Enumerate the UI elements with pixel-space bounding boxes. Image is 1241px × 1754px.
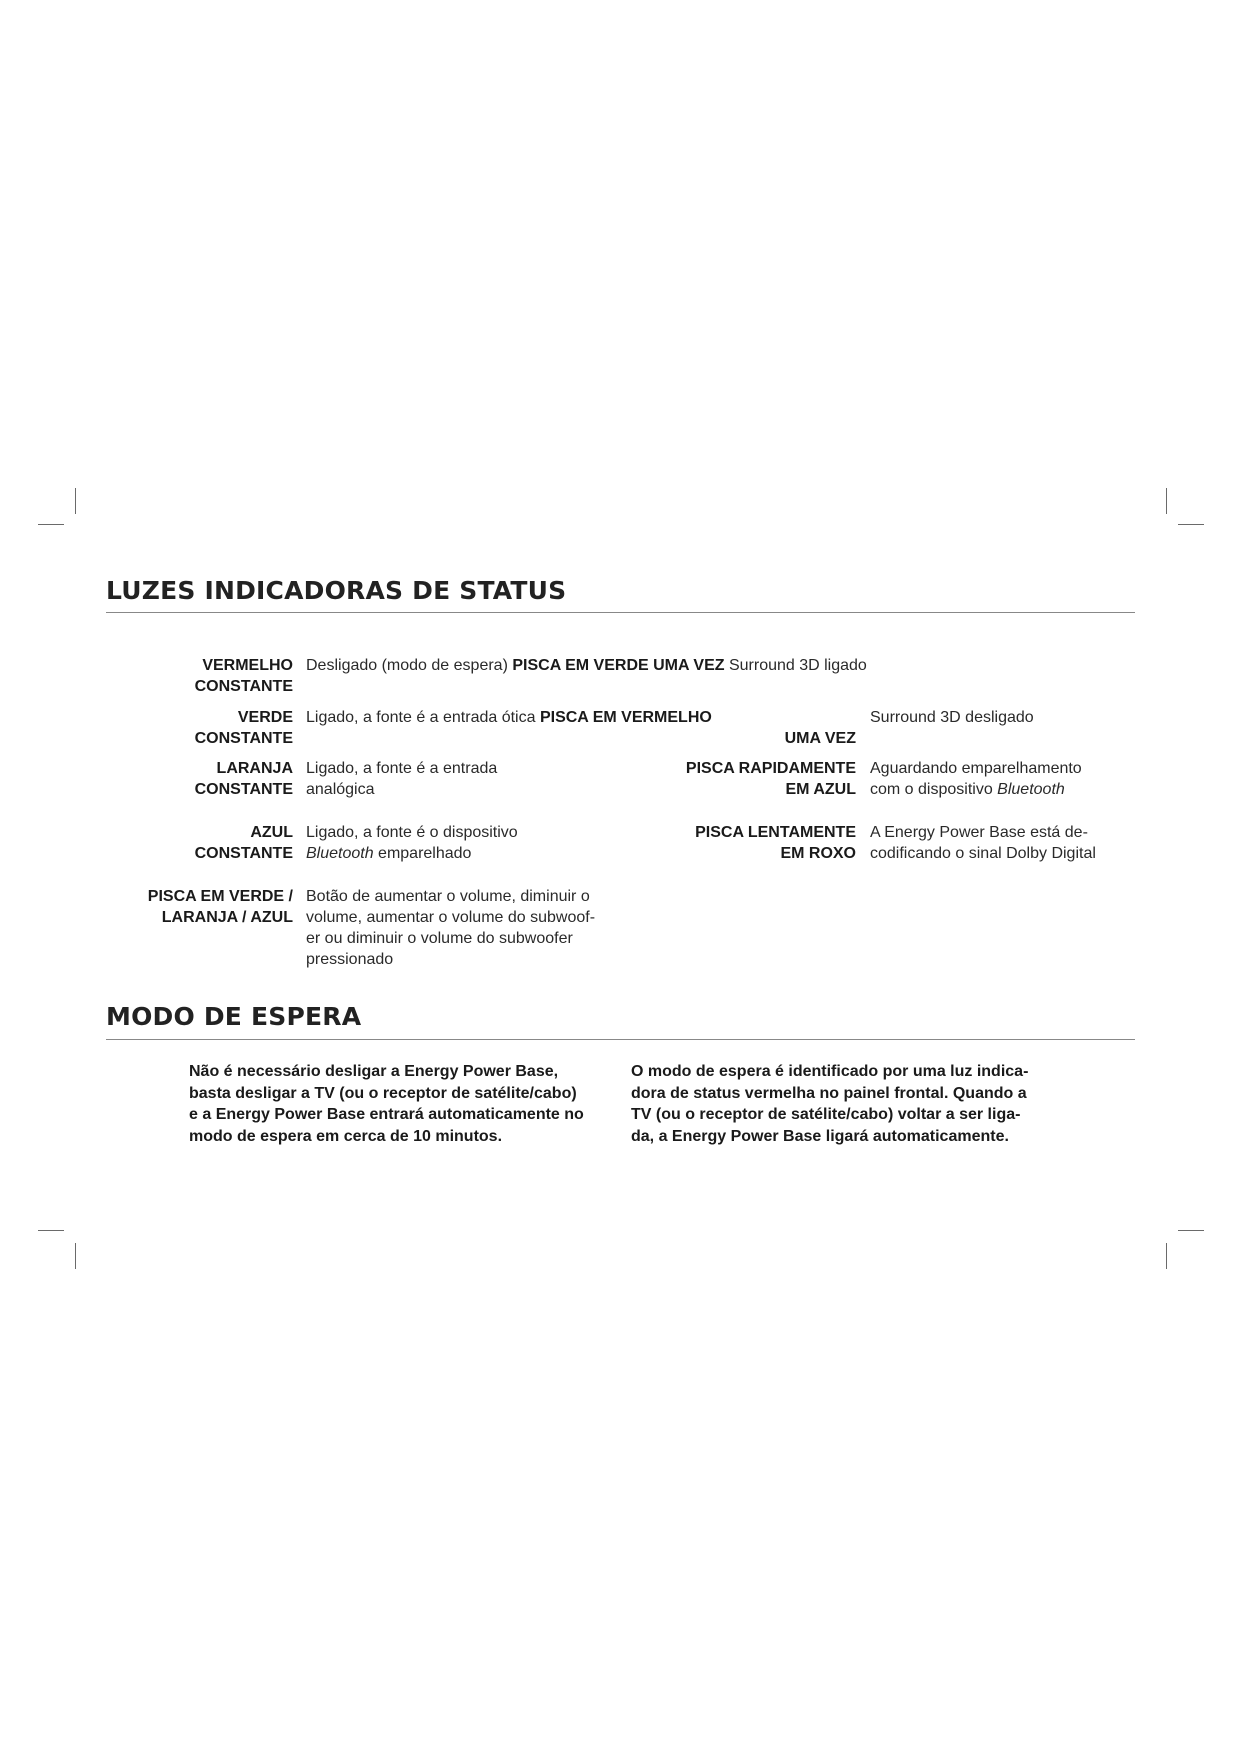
standby-paragraph-left: Não é necessário desligar a Energy Power Base, basta desligar a TV (ou o receptor de satélite/cabo) e a Energy Power Base entrará automaticamente no modo de espera em cerca de 10 minutos.	[189, 1063, 584, 1145]
desc-red-flash-once: Surround 3D desligado	[870, 709, 1034, 726]
crop-mark-top-right-h	[1178, 524, 1204, 525]
crop-mark-top-right-v	[1166, 488, 1167, 514]
section-title-status-lights: LUZES INDICADORAS DE STATUS	[106, 576, 567, 605]
label-multi-flash: PISCA EM VERDE / LARANJA / AZUL	[147, 888, 293, 926]
label-red-steady: VERMELHO CONSTANTE	[194, 657, 293, 695]
section-divider	[106, 612, 1135, 613]
section-divider	[106, 1039, 1135, 1040]
crop-mark-bottom-right-v	[1166, 1243, 1167, 1269]
standby-paragraph-right: O modo de espera é identificado por uma luz indica- dora de status vermelha no painel frontal. Quando a TV (ou o receptor de satélite/cabo) voltar a ser liga- da, a Energy Power Base ligará automaticamente.	[631, 1063, 1029, 1145]
section-title-standby: MODO DE ESPERA	[106, 1002, 362, 1031]
desc-blue-fast-flash: Aguardando emparelhamento com o dispositivo Bluetooth	[870, 760, 1082, 798]
crop-mark-top-left-h	[38, 524, 64, 525]
label-green-steady: VERDE CONSTANTE	[194, 709, 293, 747]
label-orange-steady: LARANJA CONSTANTE	[194, 760, 293, 798]
crop-mark-bottom-left-h	[38, 1230, 64, 1231]
label-red-flash-once: UMA VEZ	[784, 730, 856, 747]
desc-red-steady: Desligado (modo de espera) PISCA EM VERDE UMA VEZ Surround 3D ligado	[306, 657, 867, 674]
desc-blue-steady: Ligado, a fonte é o dispositivo Bluetooth emparelhado	[306, 824, 518, 862]
desc-purple-slow-flash: A Energy Power Base está de- codificando o sinal Dolby Digital	[870, 824, 1096, 862]
desc-green-steady: Ligado, a fonte é a entrada ótica PISCA EM VERMELHO	[306, 709, 712, 726]
label-blue-steady: AZUL CONSTANTE	[194, 824, 293, 862]
label-purple-slow-flash: PISCA LENTAMENTE EM ROXO	[695, 824, 856, 862]
label-blue-fast-flash: PISCA RAPIDAMENTE EM AZUL	[685, 760, 856, 798]
desc-multi-flash: Botão de aumentar o volume, diminuir o volume, aumentar o volume do subwoof- er ou diminuir o volume do subwoofer pressionado	[306, 888, 596, 968]
crop-mark-top-left-v	[75, 488, 76, 514]
desc-orange-steady: Ligado, a fonte é a entrada analógica	[306, 760, 498, 798]
crop-mark-bottom-right-h	[1178, 1230, 1204, 1231]
crop-mark-bottom-left-v	[75, 1243, 76, 1269]
